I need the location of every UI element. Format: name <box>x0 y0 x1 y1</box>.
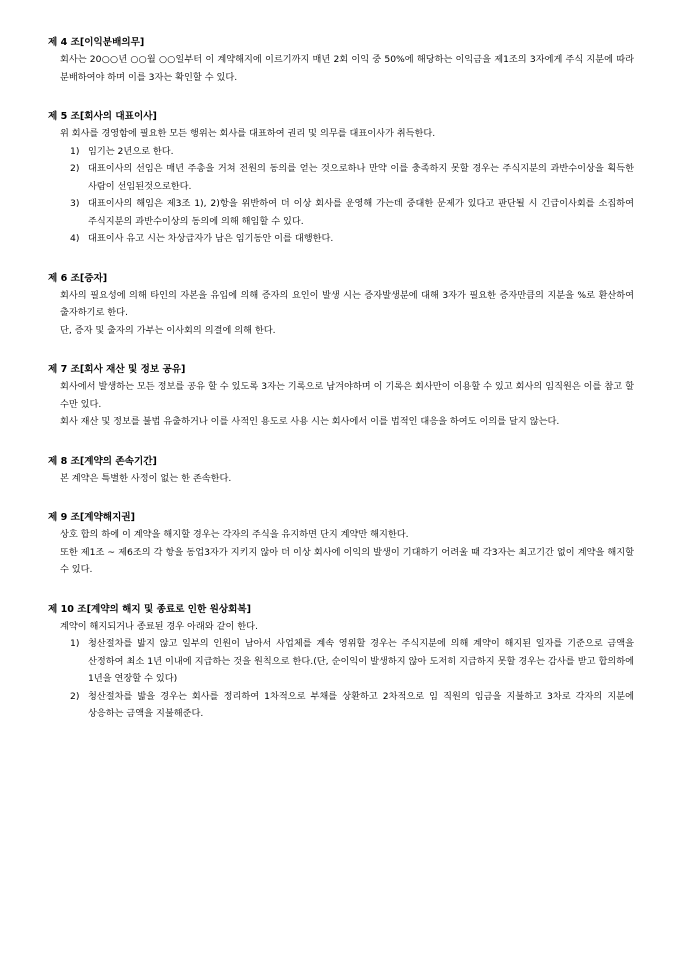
article-10 <box>48 601 634 723</box>
article-heading: 제 6 조[증자] <box>48 272 108 284</box>
list-item <box>70 195 634 230</box>
article-heading: 제 4 조[이익분배의무] <box>48 37 145 48</box>
article-9 <box>48 509 634 579</box>
article-heading: 제 8 조[계약의 존속기간] <box>48 455 157 467</box>
list-item <box>70 160 634 195</box>
item-text: 대표이사의 해임은 제3조 1), 2)항을 위반하여 더 이상 회사를 운영해 가는데 중대한 문제가 있다고 판단될 시 긴급이사회를 소집하여 주식지분의 과반수이상의 동의에 의해 해임할 수 있다. <box>88 198 634 227</box>
article-heading: 제 5 조[회사의 대표이사] <box>48 111 157 122</box>
article-heading: 제 10 조[계약의 해지 및 종료로 인한 원상회복] <box>48 603 252 615</box>
article-6 <box>48 270 634 340</box>
item-text: 대표이사의 선임은 매년 주총을 거쳐 전원의 동의를 얻는 것으로하나 만약 이를 충족하지 못할 경우는 주식지분의 과반수이상을 획득한 사람이 선임된것으로한다. <box>88 163 634 192</box>
article-item-list <box>48 635 634 723</box>
item-text: 임기는 2년으로 한다. <box>88 145 174 157</box>
article-item-list <box>48 143 634 248</box>
item-number: 2) <box>70 163 80 174</box>
item-number: 1) <box>70 638 80 649</box>
article-heading: 제 9 조[계약해지권] <box>48 512 135 523</box>
article-paragraph: 회사는 20○○년 ○○월 ○○일부터 이 계약해지에 이르기까지 매년 2회 이익 중 50%에 해당하는 이익금을 제1조의 3자에게 주식 지분에 따라 분배하여야 하며 이를 3자는 확인할 수 있다. <box>60 54 634 83</box>
list-item <box>70 635 634 688</box>
article-paragraph: 회사 재산 및 정보를 불법 유출하거나 이를 사적인 용도로 사용 시는 회사에서 이를 법적인 대응을 하여도 이의를 달지 않는다. <box>60 416 560 427</box>
article-paragraph: 본 계약은 특별한 사정이 없는 한 존속한다. <box>60 472 232 484</box>
article-paragraph: 회사의 필요성에 의해 타인의 자본을 유입에 의해 증자의 요인이 발생 시는 증자발생분에 대해 3자가 필요한 증자만큼의 지분을 %로 환산하여 출자하기로 한다. <box>60 289 634 318</box>
list-item <box>70 688 634 723</box>
article-paragraph: 위 회사를 경영함에 필요한 모든 행위는 회사를 대표하여 권리 및 의무를 대표이사가 취득한다. <box>60 128 436 139</box>
article-paragraph: 단, 증자 및 출자의 가부는 이사회의 의결에 의해 한다. <box>60 324 276 336</box>
list-item <box>70 230 634 248</box>
list-item <box>70 143 634 161</box>
item-number: 4) <box>70 233 80 244</box>
article-4 <box>48 34 634 86</box>
article-paragraph: 상호 합의 하에 이 계약을 해지할 경우는 각자의 주식을 유지하면 단지 계약만 해지한다. <box>60 529 409 540</box>
item-number: 1) <box>70 145 80 157</box>
article-5 <box>48 108 634 248</box>
article-7 <box>48 361 634 431</box>
article-paragraph: 계약이 해지되거나 종료된 경우 아래와 같이 한다. <box>60 620 258 632</box>
item-text: 대표이사 유고 시는 차상급자가 남은 임기동안 이를 대행한다. <box>88 233 334 244</box>
article-heading: 제 7 조[회사 재산 및 정보 공유] <box>48 364 186 375</box>
article-8 <box>48 453 634 488</box>
item-text: 청산절차를 밟을 경우는 회사를 정리하여 1차적으로 부채를 상환하고 2차적으로 임 직원의 임금을 지불하고 3차로 각자의 지분에 상응하는 금액을 지불해준다. <box>88 690 634 719</box>
item-number: 3) <box>70 198 80 209</box>
item-number: 2) <box>70 690 80 702</box>
article-paragraph: 회사에서 발생하는 모든 정보를 공유 할 수 있도록 3자는 기록으로 남겨야하며 이 기록은 회사만이 이용할 수 있고 회사의 임직원은 이를 참고 할 수만 있다. <box>60 381 634 410</box>
item-text: 청산절차를 밟지 않고 일부의 인원이 남아서 사업체를 계속 영위할 경우는 주식지분에 의해 계약이 해지된 일자를 기준으로 금액을 산정하여 최소 1년 이내에 지급하는 것을 원칙으로 한다.(단, 순이익이 발생하지 않아 도저히 지급하지 못할 경우는 감사를 받고 합의하에 1년을 연장할 수 있다) <box>88 638 634 684</box>
article-paragraph: 또한 제1조 ~ 제6조의 각 항을 동업3자가 지키지 않아 더 이상 회사에 이익의 발생이 기대하기 어려울 때 각3자는 최고기간 없이 계약을 해지할 수 있다. <box>60 546 634 575</box>
